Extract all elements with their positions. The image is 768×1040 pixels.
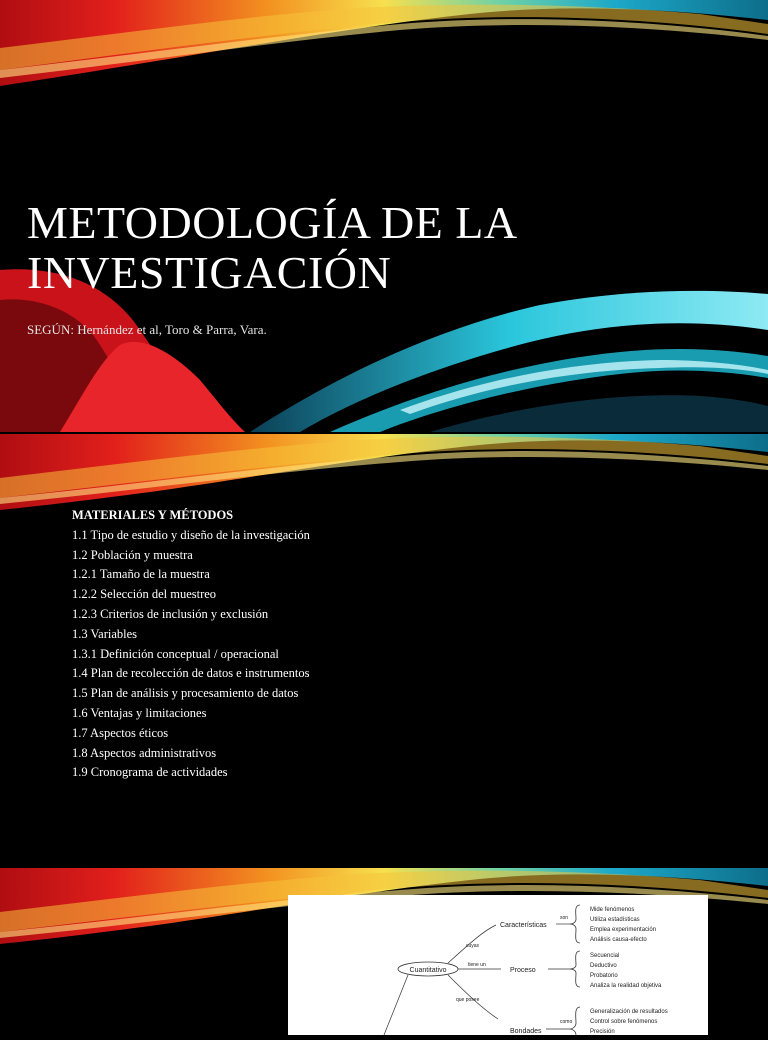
list-item: 1.2.3 Criterios de inclusión y exclusión xyxy=(72,606,269,621)
list-item: 1.9 Cronograma de actividades xyxy=(72,765,228,780)
list-item: 1.2.2 Selección del muestreo xyxy=(72,587,217,602)
list-item: 1.2 Población y muestra xyxy=(72,547,193,562)
list-item: 1.3.1 Definición conceptual / operacional xyxy=(72,646,279,661)
list-item: 1.2.1 Tamaño de la muestra xyxy=(72,567,210,582)
caracteristicas-item: Mide fenómenos xyxy=(590,907,635,913)
concept-map xyxy=(288,895,708,1035)
list-item: 1.1 Tipo de estudio y diseño de la investigación xyxy=(72,527,310,542)
center-node-label: Cuantitativo xyxy=(409,967,447,974)
bondades-item: Precisión xyxy=(590,1029,615,1035)
proceso-item: Analiza la realidad objetiva xyxy=(590,983,662,989)
list-item: 1.5 Plan de análisis y procesamiento de datos xyxy=(72,686,299,701)
list-item: 1.7 Aspectos éticos xyxy=(72,725,169,740)
caracteristicas-item: Análisis causa-efecto xyxy=(590,937,647,943)
node-proceso: Proceso xyxy=(510,967,536,974)
list-item: 1.3 Variables xyxy=(72,626,138,641)
proceso-item: Secuencial xyxy=(590,953,620,959)
title-slide xyxy=(0,0,768,432)
edge-label-como: como xyxy=(560,1019,573,1025)
swoosh-background xyxy=(0,434,768,514)
edge-label-que-posee: que posee xyxy=(456,997,480,1003)
list-item: 1.4 Plan de recolección de datos e instrumentos xyxy=(72,666,310,681)
proceso-item: Probatorio xyxy=(590,973,618,979)
caracteristicas-item: Utiliza estadísticas xyxy=(590,917,640,923)
edge-label-son: son xyxy=(560,915,569,921)
title-line-1: METODOLOGÍA DE LA xyxy=(27,197,518,248)
list-item: 1.8 Aspectos administrativos xyxy=(72,745,217,760)
bondades-item: Generalización de resultados xyxy=(590,1009,668,1015)
node-caracteristicas: Características xyxy=(500,922,547,929)
list-item: 1.6 Ventajas y limitaciones xyxy=(72,705,207,720)
edge-label-cuyas: cuyas xyxy=(466,943,480,949)
bondades-item: Control sobre fenómenos xyxy=(590,1019,658,1025)
section-heading: MATERIALES Y MÉTODOS xyxy=(72,508,234,522)
subtitle: SEGÚN: Hernández et al, Toro & Parra, Vara. xyxy=(27,322,267,337)
diagram-slide xyxy=(0,868,768,1035)
edge-label-tiene-un: tiene un xyxy=(468,962,486,968)
contents-slide xyxy=(0,434,768,866)
title-line-2: INVESTIGACIÓN xyxy=(27,247,392,298)
caracteristicas-item: Emplea experimentación xyxy=(590,927,657,933)
presentation-title xyxy=(27,198,727,298)
proceso-item: Deductivo xyxy=(590,963,617,969)
node-bondades: Bondades xyxy=(510,1028,542,1035)
contents-list xyxy=(72,506,310,783)
